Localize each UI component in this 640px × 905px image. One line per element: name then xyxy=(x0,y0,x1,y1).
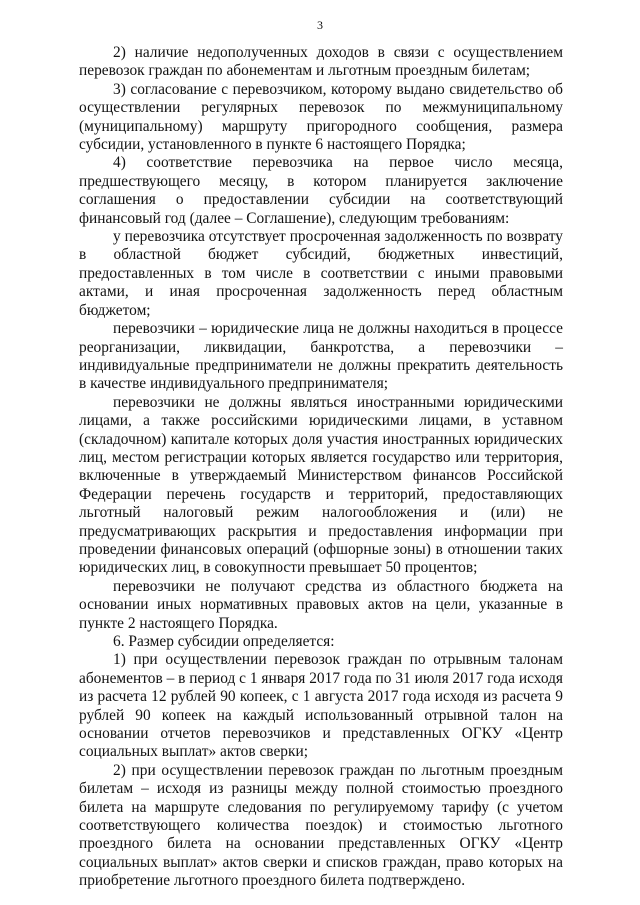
page-number: 3 xyxy=(317,18,323,32)
paragraph-section-6-heading: 6. Размер субсидии определяется: xyxy=(113,633,335,650)
paragraph-section-6-item-2: 2) при осуществлении перевозок граждан по льготным проездным билетам – исходя из разницы между полной стоимостью проездного билета на маршруте следования по регулируемому тарифу (с учетом соответствующего количества поездок) и стоимостью льготного проездного билета на основании представленных ОГКУ «Центр социальных выплат» актов сверки и списков граждан, право которых на приобретение льготного проездного билета подтверждено. xyxy=(79,761,563,890)
paragraph-requirement-debt: у перевозчика отсутствует просроченная задолженность по возврату в областной бюджет субсидий, бюджетных инвестиций, предоставленных в том числе в соответствии с иными правовыми актами, и иная просроченная задолженность перед областным бюджетом; xyxy=(79,228,563,319)
paragraph-section-6-item-1: 1) при осуществлении перевозок граждан по отрывным талонам абонементов – в период с 1 января 2017 года по 31 июля 2017 года исходя из расчета 12 рублей 90 копеек, с 1 августа 2017 года исходя из расчета 9 рублей 90 копеек на каждый использованный отрывной талон на основании отчетов перевозчиков и представленных ОГКУ «Центр социальных выплат» актов сверки; xyxy=(79,651,563,761)
paragraph-item-2: 2) наличие недополученных доходов в связи с осуществлением перевозок граждан по абонементам и льготным проездным билетам; xyxy=(79,44,563,80)
document-body xyxy=(79,44,563,891)
paragraph-item-3: 3) согласование с перевозчиком, которому выдано свидетельство об осуществлении регулярных перевозок по межмуниципальному (муниципальному) маршруту пригородного сообщения, размера субсидии, установленного в пункте 6 настоящего Порядка; xyxy=(79,80,563,154)
paragraph-requirement-no-other-funds: перевозчики не получают средства из областного бюджета на основании иных нормативных правовых актов на цели, указанные в пункте 2 настоящего Порядка. xyxy=(79,577,563,632)
paragraph-item-4: 4) соответствие перевозчика на первое число месяца, предшествующего месяцу, в котором планируется заключение соглашения о предоставлении субсидии на соответствующий финансовый год (далее – Соглашение), следующим требованиям: xyxy=(79,154,563,227)
paragraph-requirement-reorganization: перевозчики – юридические лица не должны находиться в процессе реорганизации, ликвидации, банкротства, а перевозчики – индивидуальные предприниматели не должны прекратить деятельность в качестве индивидуального предпринимателя; xyxy=(79,320,563,393)
paragraph-requirement-foreign-entities: перевозчики не должны являться иностранными юридическими лицами, а также российскими юридическими лицами, в уставном (складочном) капитале которых доля участия иностранных юридических лиц, местом регистрации которых является государство или территория, включенные в утверждаемый Министерством финансов Российской Федерации перечень государств и территорий, предоставляющих льготный налоговый режим налогообложения и (или) не предусматривающих раскрытия и предоставления информации при проведении финансовых операций (офшорные зоны) в отношении таких юридических лиц, в совокупности превышает 50 процентов; xyxy=(79,393,563,577)
